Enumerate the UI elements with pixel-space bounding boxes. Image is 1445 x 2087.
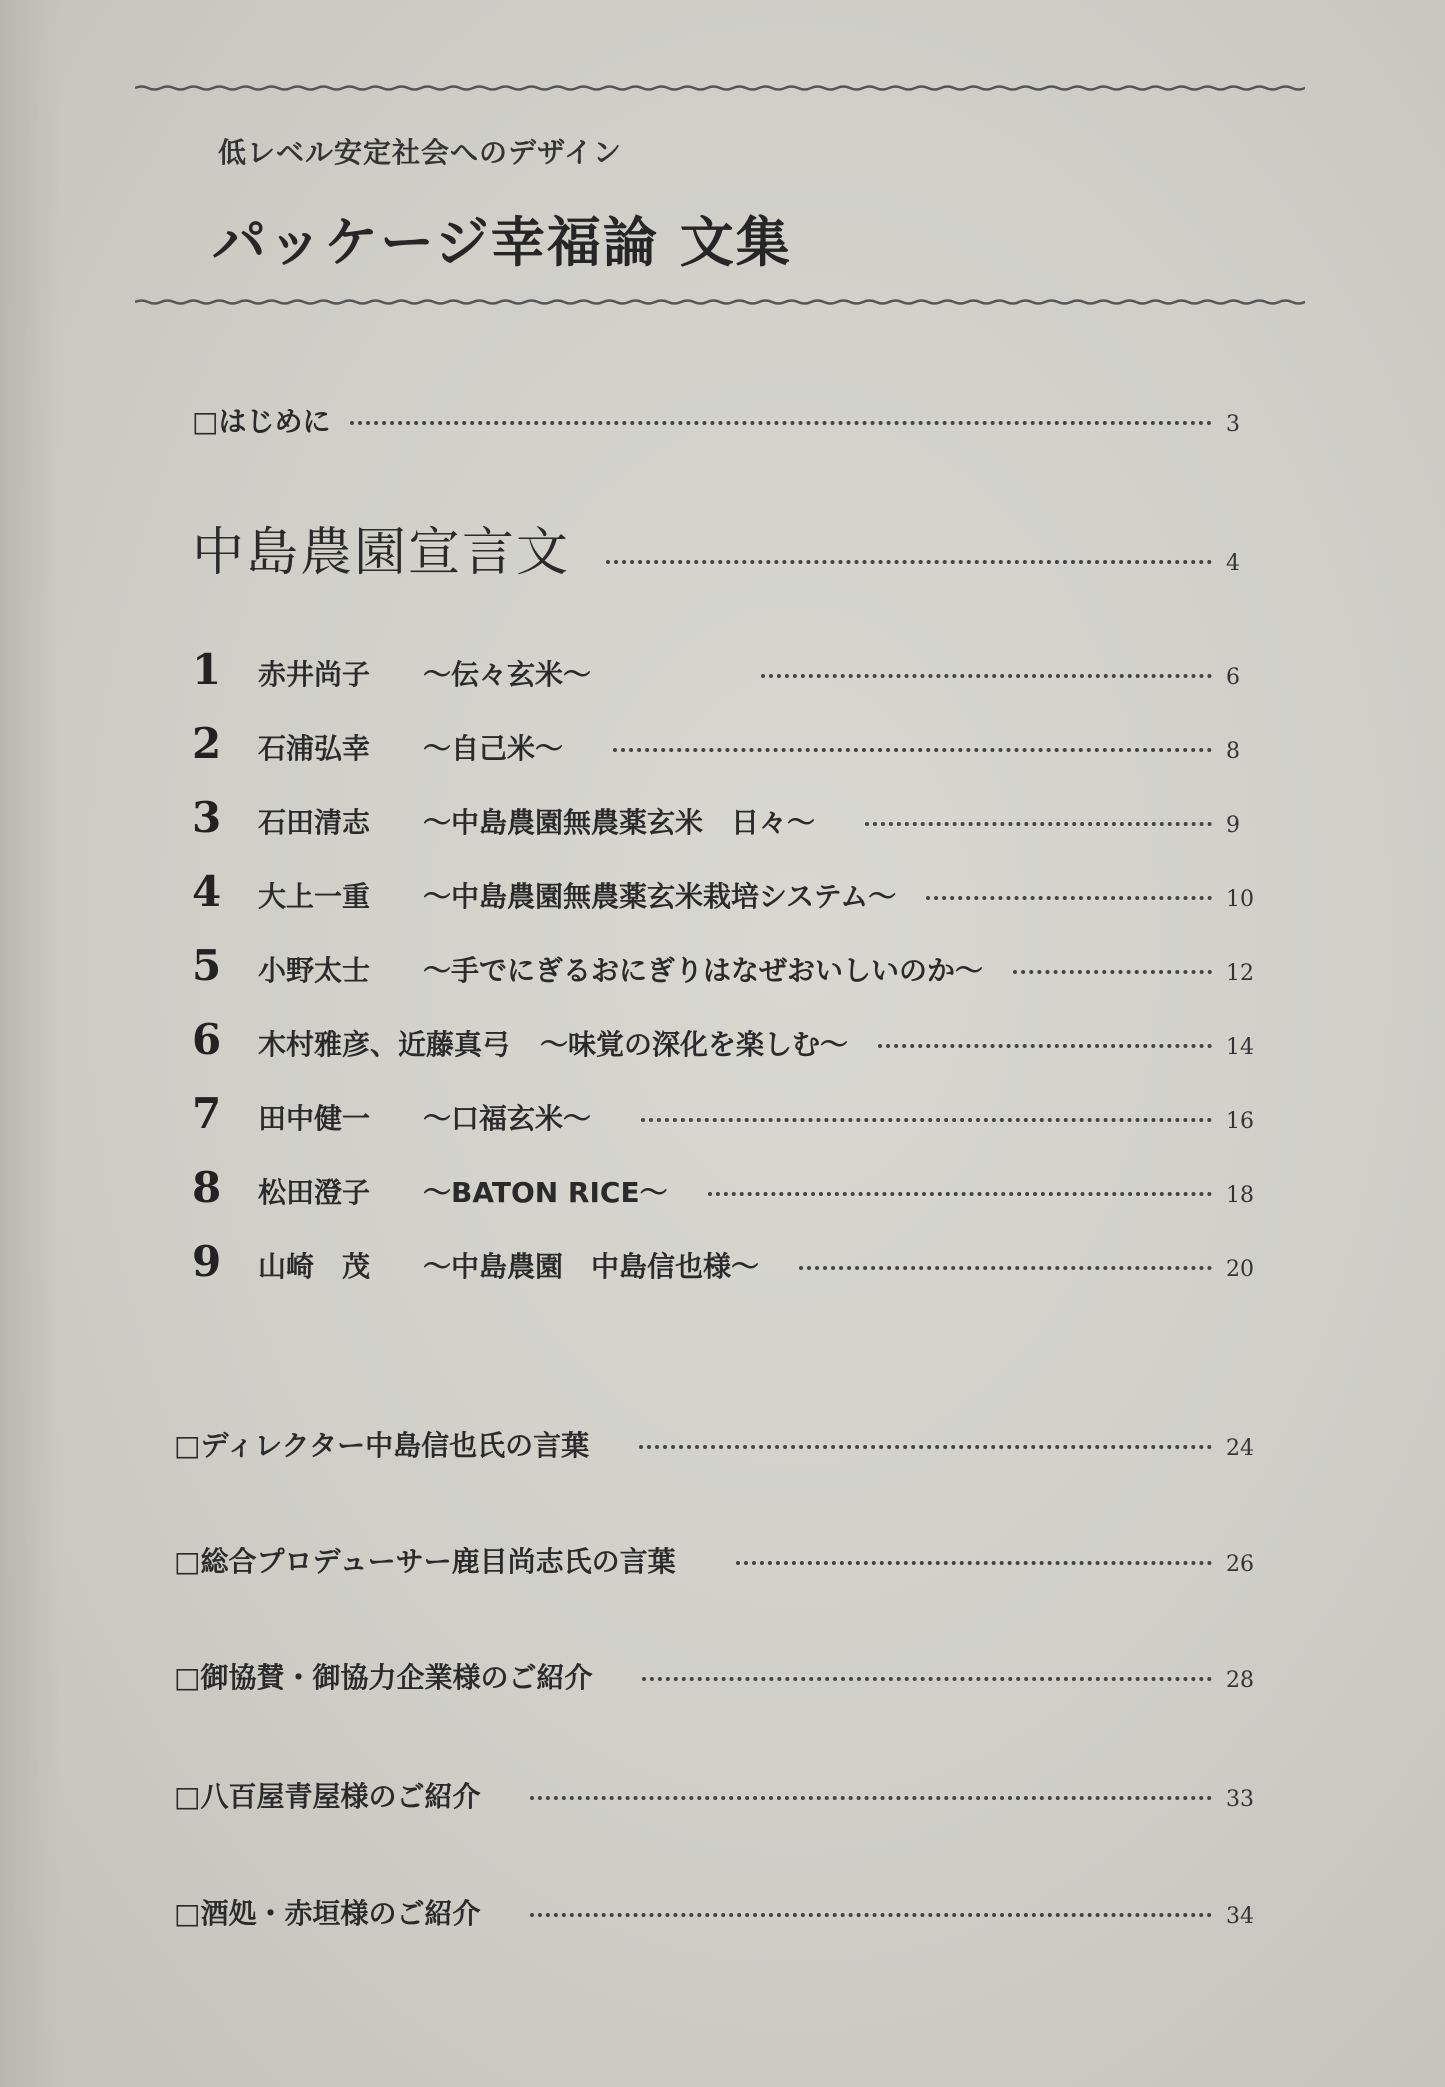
dot-leader bbox=[865, 822, 1212, 826]
toc-extra[interactable] bbox=[174, 1892, 1262, 1932]
entry-number: 8 bbox=[192, 1163, 222, 1212]
toc-entry[interactable] bbox=[192, 645, 1262, 694]
toc-entry[interactable] bbox=[192, 867, 1262, 916]
dot-leader bbox=[708, 1192, 1212, 1196]
entry-title: ～中島農園 中島信也様～ bbox=[423, 1250, 760, 1283]
dot-leader bbox=[613, 748, 1212, 752]
page-number: 16 bbox=[1226, 1109, 1254, 1134]
top-wavy-rule bbox=[135, 78, 1305, 98]
entry-number: 2 bbox=[192, 719, 222, 768]
dot-leader bbox=[761, 674, 1212, 678]
page-number: 3 bbox=[1226, 412, 1240, 437]
entry-title: ～口福玄米～ bbox=[423, 1102, 592, 1135]
page-title: パッケージ幸福論 文集 bbox=[212, 211, 792, 274]
toc-entry[interactable] bbox=[192, 1015, 1262, 1064]
page-number: 9 bbox=[1226, 813, 1240, 838]
entry-author: 山崎 茂 bbox=[258, 1250, 371, 1283]
page-number: 14 bbox=[1226, 1035, 1254, 1060]
bottom-wavy-rule bbox=[135, 292, 1305, 312]
entry-number: 1 bbox=[192, 645, 222, 694]
page-number: 6 bbox=[1226, 665, 1240, 690]
entry-title: ～中島農園無農薬玄米栽培システム～ bbox=[423, 880, 897, 913]
page-number: 4 bbox=[1226, 551, 1240, 576]
page-number: 10 bbox=[1226, 887, 1254, 912]
page-number: 28 bbox=[1226, 1668, 1254, 1693]
entry-author: 木村雅彦、近藤真弓 bbox=[258, 1028, 511, 1061]
entry-author: 赤井尚子 bbox=[258, 658, 371, 691]
page-number: 24 bbox=[1226, 1436, 1254, 1461]
toc-entry[interactable] bbox=[192, 793, 1262, 842]
entry-author: 石浦弘幸 bbox=[258, 732, 371, 765]
dot-leader bbox=[641, 1118, 1212, 1122]
entry-number: 6 bbox=[192, 1015, 222, 1064]
dot-leader bbox=[530, 1913, 1212, 1917]
toc-entry[interactable] bbox=[192, 941, 1262, 990]
toc-entry[interactable] bbox=[192, 1163, 1262, 1212]
dot-leader bbox=[878, 1044, 1212, 1048]
toc-extra[interactable] bbox=[174, 1540, 1262, 1580]
entry-author: 石田清志 bbox=[258, 806, 371, 839]
dot-leader bbox=[736, 1561, 1212, 1565]
page-number: 8 bbox=[1226, 739, 1240, 764]
toc-intro[interactable] bbox=[192, 400, 1262, 440]
dot-leader bbox=[606, 560, 1212, 564]
page-number: 18 bbox=[1226, 1183, 1254, 1208]
dot-leader bbox=[1013, 970, 1212, 974]
toc-extra[interactable] bbox=[174, 1424, 1262, 1464]
toc-section[interactable] bbox=[192, 510, 1262, 585]
entry-number: 7 bbox=[192, 1089, 222, 1138]
subtitle: 低レベル安定社会へのデザイン bbox=[218, 136, 623, 169]
toc-extra-label: □八百屋青屋様のご紹介 bbox=[174, 1780, 481, 1813]
toc-intro-label: □はじめに bbox=[192, 405, 331, 438]
entry-author: 松田澄子 bbox=[258, 1176, 371, 1209]
page-number: 34 bbox=[1226, 1904, 1254, 1929]
dot-leader bbox=[926, 896, 1212, 900]
page-number: 20 bbox=[1226, 1257, 1254, 1282]
entry-author: 田中健一 bbox=[258, 1102, 371, 1135]
toc-entry[interactable] bbox=[192, 719, 1262, 768]
entry-title: ～BATON RICE～ bbox=[423, 1176, 668, 1209]
toc-entry[interactable] bbox=[192, 1089, 1262, 1138]
dot-leader bbox=[799, 1266, 1212, 1270]
dot-leader bbox=[530, 1796, 1212, 1800]
page-number: 12 bbox=[1226, 961, 1254, 986]
toc-extra[interactable] bbox=[174, 1775, 1262, 1815]
entry-title: ～自己米～ bbox=[423, 732, 564, 765]
toc-extra-label: □酒処・赤垣様のご紹介 bbox=[174, 1897, 481, 1930]
entry-title: ～伝々玄米～ bbox=[423, 658, 592, 691]
toc-extra-label: □総合プロデューサー鹿目尚志氏の言葉 bbox=[174, 1545, 676, 1578]
toc-extra[interactable] bbox=[174, 1656, 1262, 1696]
entry-author: 小野太士 bbox=[258, 954, 371, 987]
entry-title: ～味覚の深化を楽しむ～ bbox=[540, 1028, 849, 1061]
entry-number: 4 bbox=[192, 867, 222, 916]
dot-leader bbox=[642, 1677, 1212, 1681]
entry-title: ～手でにぎるおにぎりはなぜおいしいのか～ bbox=[423, 954, 984, 987]
toc-extra-label: □御協賛・御協力企業様のご紹介 bbox=[174, 1661, 593, 1694]
entry-number: 3 bbox=[192, 793, 222, 842]
entry-title: ～中島農園無農薬玄米 日々～ bbox=[423, 806, 816, 839]
entry-author: 大上一重 bbox=[258, 880, 371, 913]
toc-extra-label: □ディレクター中島信也氏の言葉 bbox=[174, 1429, 590, 1462]
toc-section-label: 中島農園宣言文 bbox=[192, 523, 571, 583]
dot-leader bbox=[350, 421, 1212, 425]
entry-number: 5 bbox=[192, 941, 222, 990]
page-number: 26 bbox=[1226, 1552, 1254, 1577]
dot-leader bbox=[639, 1445, 1212, 1449]
toc-entry[interactable] bbox=[192, 1237, 1262, 1286]
entry-number: 9 bbox=[192, 1237, 222, 1286]
page-number: 33 bbox=[1226, 1787, 1254, 1812]
